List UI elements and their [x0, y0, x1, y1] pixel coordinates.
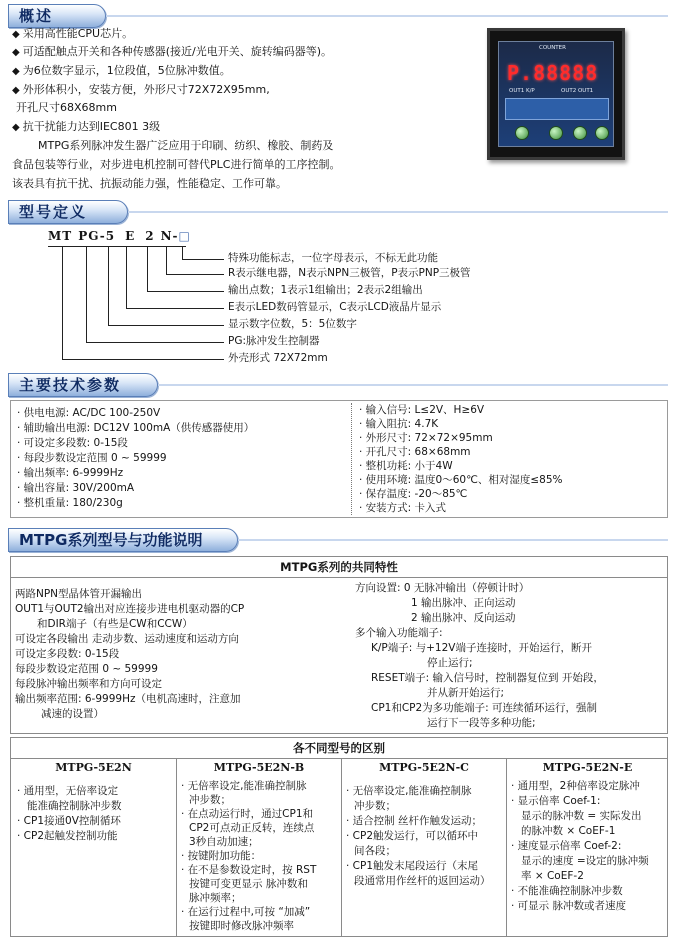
- model-tree-branch: [86, 246, 87, 342]
- common-left-line: 和DIR端子（有些是CW和CCW）: [37, 618, 193, 630]
- param-item: · 保存温度: -20～85℃: [359, 488, 468, 500]
- diamond-bullet-icon: ◆: [12, 122, 20, 133]
- device-brand-label: COUNTER: [539, 45, 566, 51]
- device-led-display: P.88888: [507, 61, 599, 85]
- section-rule-series: [238, 539, 668, 541]
- model-tree-branch: [182, 246, 183, 259]
- overview-bullet-text: 抗干扰能力达到IEC801 3级: [22, 120, 161, 133]
- model-tree-connector: [166, 274, 224, 275]
- column-line: 按键即时修改脉冲频率: [189, 920, 294, 932]
- column-line: · 在不是参数设定时，按 RST: [181, 864, 317, 876]
- device-indicator-left: OUT1 K/P: [509, 88, 535, 94]
- model-tree-connector: [62, 359, 224, 360]
- section-title-overview: 概述: [19, 7, 54, 25]
- section-rule-model: [128, 211, 668, 213]
- column-line: · 可显示 脉冲数或者速度: [511, 900, 627, 912]
- diamond-bullet-icon: ◆: [12, 66, 20, 77]
- model-description: 输出点数；1表示1组输出；2表示2组输出: [228, 284, 423, 296]
- params-box: [10, 400, 668, 518]
- common-right-line: RESET端子: 输入信号时，控制器复位到 开始段，: [371, 672, 604, 684]
- diamond-bullet-icon: ◆: [12, 29, 20, 40]
- section-tab-series: [8, 528, 238, 552]
- common-left-line: 可设定多段数: 0-15段: [15, 648, 120, 660]
- device-label-panel: [505, 98, 609, 120]
- device-button-icon: [515, 126, 529, 140]
- param-item: · 供电电源: AC/DC 100-250V: [17, 407, 161, 419]
- diamond-bullet-icon: ◆: [12, 85, 20, 96]
- model-tree-connector: [86, 342, 224, 343]
- param-item: · 外形尺寸: 72×72×95mm: [359, 432, 493, 444]
- column-line: 按键可变更显示 脉冲数和: [189, 878, 308, 890]
- model-tree-branch: [108, 246, 109, 325]
- model-description: 特殊功能标志，一位字母表示，不标无此功能: [228, 252, 438, 264]
- section-title-series: MTPG系列型号与功能说明: [19, 531, 203, 549]
- differences-title: 各不同型号的区别: [11, 738, 667, 759]
- common-right-line: 1 输出脉冲、正向运动: [411, 597, 516, 609]
- overview-bullet-text: 可适配触点开关和各种传感器(接近/光电开关、旋转编码器等)。: [22, 45, 332, 58]
- model-code-part: N: [160, 229, 173, 243]
- column-line: · 适合控制 丝杆作触发运动；: [346, 815, 483, 827]
- param-item: · 输入阻抗: 4.7K: [359, 418, 439, 430]
- column-line: · 在运行过程中,可按 “加减”: [181, 906, 311, 918]
- model-tree-branch: [62, 246, 63, 359]
- column-line: 冲步数；: [354, 800, 396, 812]
- column-line: · 在点动运行时，通过CP1和: [181, 808, 314, 820]
- model-code: [48, 229, 191, 244]
- model-tree-branch: [126, 246, 127, 308]
- column-line: 冲步数；: [189, 794, 231, 806]
- overview-bullet: [12, 63, 231, 79]
- overview-paragraph-line: [38, 138, 333, 153]
- column-line: · 无倍率设定,能准确控制脉: [181, 780, 307, 792]
- param-item: · 每段步数设定范围 0 ~ 59999: [17, 452, 167, 464]
- model-code-part: -: [99, 229, 106, 243]
- params-divider: [351, 403, 352, 515]
- overview-paragraph-text: 食品包装等行业，对步进电机控制可替代PLC进行简单的工序控制。: [12, 158, 341, 171]
- device-button-icon: [595, 126, 609, 140]
- common-left-line: OUT1与OUT2输出对应连接步进电机驱动器的CP: [15, 603, 245, 615]
- model-tree-connector: [182, 259, 224, 260]
- column-line: 脉冲频率；: [189, 892, 242, 904]
- column-line: 显示的脉冲数 = 实际发出: [521, 810, 642, 822]
- model-code-part: MT: [48, 229, 73, 243]
- device-indicator-right: OUT2 OUT1: [561, 88, 594, 94]
- common-right-line: 多个输入功能端子:: [355, 627, 443, 639]
- common-left-line: 可设定各段输出 走动步数、运动速度和运动方向: [15, 633, 239, 645]
- section-tab-model: [8, 200, 128, 224]
- column-line: 间各段；: [354, 845, 396, 857]
- column-head: MTPG-5E2N-B: [213, 761, 305, 774]
- common-features-title: MTPG系列的共同特性: [11, 557, 667, 578]
- section-title-params: 主要技术参数: [19, 376, 122, 394]
- overview-paragraph-text: MTPG系列脉冲发生器广泛应用于印刷、纺织、橡胶、制药及: [38, 139, 334, 152]
- model-description: PG:脉冲发生控制器: [228, 335, 320, 347]
- column-line: · 不能准确控制脉冲步数: [511, 885, 623, 897]
- common-left-line: 减速的设置）: [41, 708, 104, 720]
- section-tab-overview: [8, 4, 106, 28]
- param-item: · 使用环境: 温度0～60℃、相对湿度≤85%: [359, 474, 563, 486]
- common-left-line: 输出频率范围: 6-9999Hz（电机高速时，注意加: [15, 693, 241, 705]
- column-line: 的脉冲数 × CoEF-1: [521, 825, 616, 837]
- model-description: E表示LED数码管显示，C表示LCD液晶片显示: [228, 301, 442, 313]
- model-code-part: -: [172, 229, 179, 243]
- column-line: · 通用型，2种倍率设定脉冲: [511, 780, 640, 792]
- model-tree-connector: [108, 325, 224, 326]
- common-right-line: 停止运行;: [427, 657, 473, 669]
- section-tab-params: [8, 373, 158, 397]
- model-code-part: □: [178, 229, 191, 243]
- column-line: · 速度显示倍率 Coef-2:: [511, 840, 622, 852]
- column-line: · CP2起触发控制功能: [17, 830, 118, 842]
- device-button-icon: [573, 126, 587, 140]
- param-item: · 输入信号: L≤2V、H≥6V: [359, 404, 485, 416]
- model-description: 显示数字位数，5：5位数字: [228, 318, 357, 330]
- model-tree-connector: [147, 291, 224, 292]
- param-item: · 可设定多段数: 0-15段: [17, 437, 128, 449]
- model-code-part: 2: [145, 229, 155, 243]
- overview-bullet: [12, 82, 270, 98]
- model-description: 外壳形式 72X72mm: [228, 352, 328, 364]
- column-head: MTPG-5E2N: [55, 761, 132, 774]
- column-line: 能准确控制脉冲步数: [27, 800, 122, 812]
- common-right-line: 运行下一段等多种功能;: [427, 717, 536, 729]
- common-left-line: 每段脉冲输出频率和方向可设定: [15, 678, 162, 690]
- param-item: · 输出频率: 6-9999Hz: [17, 467, 124, 479]
- model-tree-connector: [126, 308, 224, 309]
- common-right-line: 并从新开始运行;: [427, 687, 505, 699]
- overview-bullet-continuation: [16, 100, 117, 115]
- diamond-bullet-icon: ◆: [12, 47, 20, 58]
- model-tree-branch: [147, 246, 148, 291]
- overview-bullet-text: 采用高性能CPU芯片。: [22, 27, 134, 40]
- common-features-box: [10, 556, 668, 734]
- overview-bullet-text: 开孔尺寸68X68mm: [16, 101, 117, 114]
- table-column-divider: [176, 758, 177, 936]
- param-item: · 开孔尺寸: 68×68mm: [359, 446, 471, 458]
- common-right-line: 方向设置: 0 无脉冲输出（停顿计时）: [355, 582, 530, 594]
- column-line: · 通用型，无倍率设定: [17, 785, 119, 797]
- param-item: · 安装方式: 卡入式: [359, 502, 447, 514]
- column-line: 显示的速度 =设定的脉冲频: [521, 855, 649, 867]
- column-line: · CP1触发末尾段运行（末尾: [346, 860, 479, 872]
- common-left-line: 每段步数设定范围 0 ~ 59999: [15, 663, 158, 675]
- device-button-icon: [549, 126, 563, 140]
- overview-paragraph-line: [12, 176, 287, 191]
- column-line: · CP1接通0V控制循环: [17, 815, 121, 827]
- table-column-divider: [341, 758, 342, 936]
- common-right-line: 2 输出脉冲、反向运动: [411, 612, 516, 624]
- column-line: CP2可点动正反转，连续点: [189, 822, 315, 834]
- section-rule-params: [158, 384, 668, 386]
- column-head: MTPG-5E2N-C: [379, 761, 469, 774]
- overview-bullet-text: 为6位数字显示，1位段值，5位脉冲数值。: [22, 64, 231, 77]
- column-line: 3秒自动加速；: [189, 836, 259, 848]
- section-rule-overview: [106, 15, 668, 17]
- column-line: 率 × CoEF-2: [521, 870, 584, 882]
- param-item: · 辅助输出电源: DC12V 100mA（供传感器使用）: [17, 422, 255, 434]
- overview-paragraph-line: [12, 157, 340, 172]
- overview-bullet: [12, 26, 133, 42]
- overview-bullet: [12, 44, 332, 60]
- column-head: MTPG-5E2N-E: [542, 761, 633, 774]
- param-item: · 输出容量: 30V/200mA: [17, 482, 135, 494]
- model-code-part: 5: [105, 229, 116, 243]
- model-tree-branch: [166, 246, 167, 274]
- common-left-line: 两路NPN型晶体管开漏输出: [15, 588, 143, 600]
- model-code-part: PG: [78, 229, 100, 243]
- counter-device-image: [487, 28, 625, 160]
- column-line: · 显示倍率 Coef-1:: [511, 795, 601, 807]
- overview-bullet: [12, 119, 160, 135]
- common-right-line: K/P端子: 与+12V端子连接时，开始运行，断开: [371, 642, 592, 654]
- param-item: · 整机重量: 180/230g: [17, 497, 123, 509]
- model-description: R表示继电器，N表示NPN三极管，P表示PNP三极管: [228, 267, 471, 279]
- common-right-line: CP1和CP2为多功能端子: 可连续循环运行，强制: [371, 702, 598, 714]
- overview-bullet-text: 外形体积小，安装方便，外形尺寸72X72X95mm,: [22, 83, 270, 96]
- column-line: · 无倍率设定,能准确控制脉: [346, 785, 472, 797]
- device-faceplate: [498, 41, 614, 147]
- table-column-divider: [506, 758, 507, 936]
- column-line: · CP2触发运行，可以循环中: [346, 830, 479, 842]
- differences-table: [10, 737, 668, 937]
- model-code-part: E: [125, 229, 136, 243]
- overview-paragraph-text: 该表具有抗干扰、抗振动能力强，性能稳定、工作可靠。: [12, 177, 287, 190]
- column-line: 段通常用作丝杆的返回运动）: [354, 875, 491, 887]
- column-line: · 按键附加功能：: [181, 850, 262, 862]
- section-title-model: 型号定义: [19, 203, 88, 221]
- param-item: · 整机功耗: 小于4W: [359, 460, 453, 472]
